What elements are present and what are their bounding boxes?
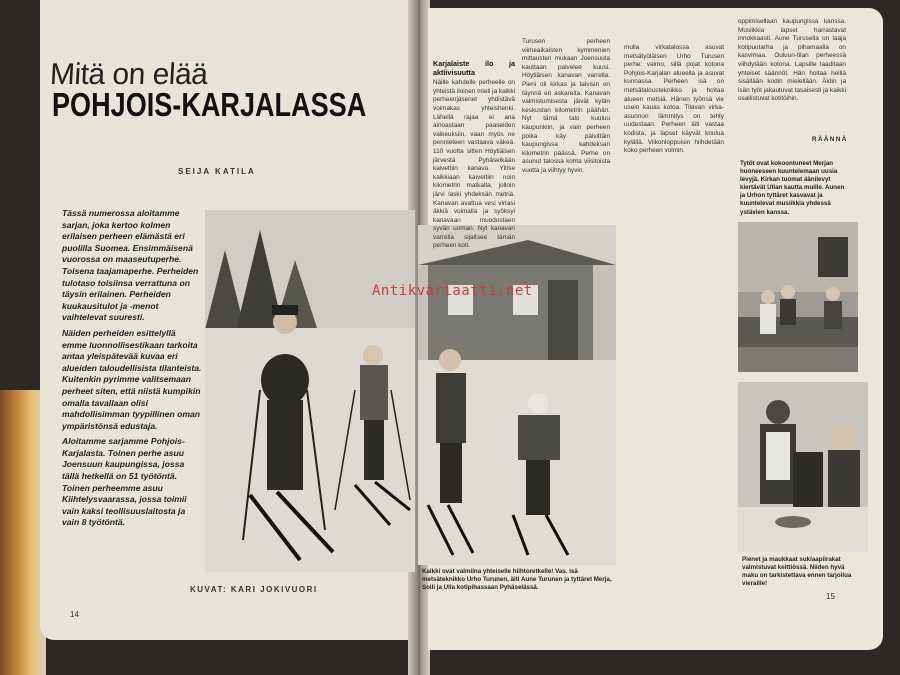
page-number-left: 14: [70, 610, 79, 619]
intro-paragraph: Tässä numerossa aloitamme sarjan, joka kertoo kolmen erilaisen perheen elämästä eri puolilla Suomea. Ensimmäisenä vuorossa on maaseutuperhe. Toisena taajamaperhe. Perheiden tulotaso toisiinsa verrattuna on täysin erilainen. Perheiden kuukausitulot ja -menot vaihtelevat suuresti.: [62, 208, 199, 323]
article-column-3: [624, 44, 724, 584]
photo-girls-in-room: [738, 222, 858, 372]
column-text: Näille kahdelle perheelle on yhteistä iloinen mieli ja kaikki perheenjäsenet yhdistävä voimakas yhteishenki. Lähellä rajaa ei ana ainoastaan paaseiden vaikeuksiin, vaan myös ne pennieteen vastaava väkeä. 110 vuotta sitten Höytiäisen järvestä Pyhäselkään kaivettiin kanava. Ylitse kaikkiaan kaivettiin noin kilometrin matkalta, jolloin järvi laski yhdeksän metriä. Kanavan avattua vesi virtasi äkkiä voimalla ja syöksyi kanavaan muodostaen syvän uoman. Nyt kanavan varrella sijaitsee tämän perheen koti.: [433, 79, 515, 250]
caption-girls-room: Tytöt ovat kokoontuneet Merjan huoneeseen kuuntelemaan uusia levyjä. Kirkan tuomat äänilevyt kiertävät Ullan kautta muille. Aunen ja Urhon tyttäret kasvavat ja kuuntelevat musiikkia yhdessä ystävien kanssa.: [740, 160, 845, 216]
caption-skiers: Kaikki ovat valmiina yhteiselle hiihtoretkelle! Vas. isä metsäteknikko Urho Turunen, äiti Aune Turunen ja tyttäret Merja, Soili ja Ulla kotipihassaan Pyhäselässä.: [422, 568, 612, 592]
article-byline: SEIJA KATILA: [178, 167, 256, 176]
article-signature: RÄÄNNÄ: [812, 136, 848, 143]
article-kicker: Mitä on elää: [49, 58, 209, 91]
column-text: mulla virkatalossa asuvat metsätyöläisen Urho Turusen perhe: vaimo, sillä pojat kotona Pohjois-Karjalan alueella ja asuvat kunnassa. Perheen isä on metsätalousteknikko ja hoitaa alueen metsiä. Hänen työnsä vie usein kauas kotoa. Tilavan virka-asunnon lämmitys on tehty uudestaan. Perheen äiti vastaa kodista, ja lapset käyvät koulua kylällä. Viikonloppuisin hiihdetään koko perheen voimin.: [624, 44, 724, 155]
photo-father-mother-skiing: [205, 210, 415, 572]
page-number-right: 15: [826, 592, 835, 601]
caption-kitchen: Pienet ja maukkaat suklaapiirakat valmistuvat keittiössä. Niiden hyvä maku on tarkistettava ennen tarjoilua vieraille!: [742, 556, 852, 588]
photo-kitchen-baking: [738, 382, 868, 552]
column-subhead: Karjalaiste ilo ja aktiivisuutta: [433, 59, 515, 77]
photo-daughters-skiing-by-house: [418, 225, 616, 565]
article-intro: [62, 208, 202, 529]
intro-paragraph: Näiden perheiden esittelyllä emme luonnollisestikaan tarkoita antaa yleispätevää kuvaa eri alueiden taloudellisista tilanteista. Kuitenkin pyrimme valitsemaan perheet siten, että niistä kumpikin omalla tavallaan olisi mahdollisimman tyypillinen oman ympäristönsä edustaja.: [62, 327, 202, 431]
article-column-4: [738, 18, 846, 138]
article-headline: POHJOIS-KARJALASSA: [52, 86, 367, 123]
watermark-text: Antikvariaatti.net: [372, 283, 533, 299]
article-column-1: [433, 59, 515, 250]
article-column-2: [522, 38, 610, 220]
intro-paragraph: Aloitamme sarjamme Pohjois-Karjalasta. Toinen perhe asuu Joensuun kaupungissa, jossa tällä hetkellä on 51 työtöntä. Toinen perheemme asuu Kiihtelysvaarassa, jossa toimii vain kaksi teollisuuslaitosta ja vain 8 työtöntä.: [62, 436, 187, 528]
column-text: Turusen perheen viimeaikaisten kymmenien mittausten mukaan Joensuuta kauttaan palvelee kuusi. Höytiäisen kanavan varrella. Pieni oli kirkas ja talvisin on täynnä eri askareita. Kanavan valmistumisesta jäivät kylän keskustan kilometrin päähän. Nyt tämä talo kuuluu kaupunkiin, ja vain perheen poika käy päivittäin kaupungissa kahdeksan kilometrin päässä. Perhe on asunut talossa kohta viisitoista vuotta ja viihtyy hyvin.: [522, 38, 610, 174]
column-text: oppimisellaan kaupungissa kanssa. Musiikkia lapset harrastavat innokkaasti. Aune Turusella on laaja kotipuutarha ja pihamaalla on kasvimaa. Ouluun-tilan perheessä viihdytään kotona. Lapsille laaditaan yhteiset säännöt. Hän hoitaa heillä sisällään kodin mielellään. Äidin ja isän työt jakautuvat tasaisesti ja kaikki osallistuvat kotitöihin.: [738, 18, 846, 103]
photo-credit: KUVAT: KARI JOKIVUORI: [190, 585, 318, 594]
